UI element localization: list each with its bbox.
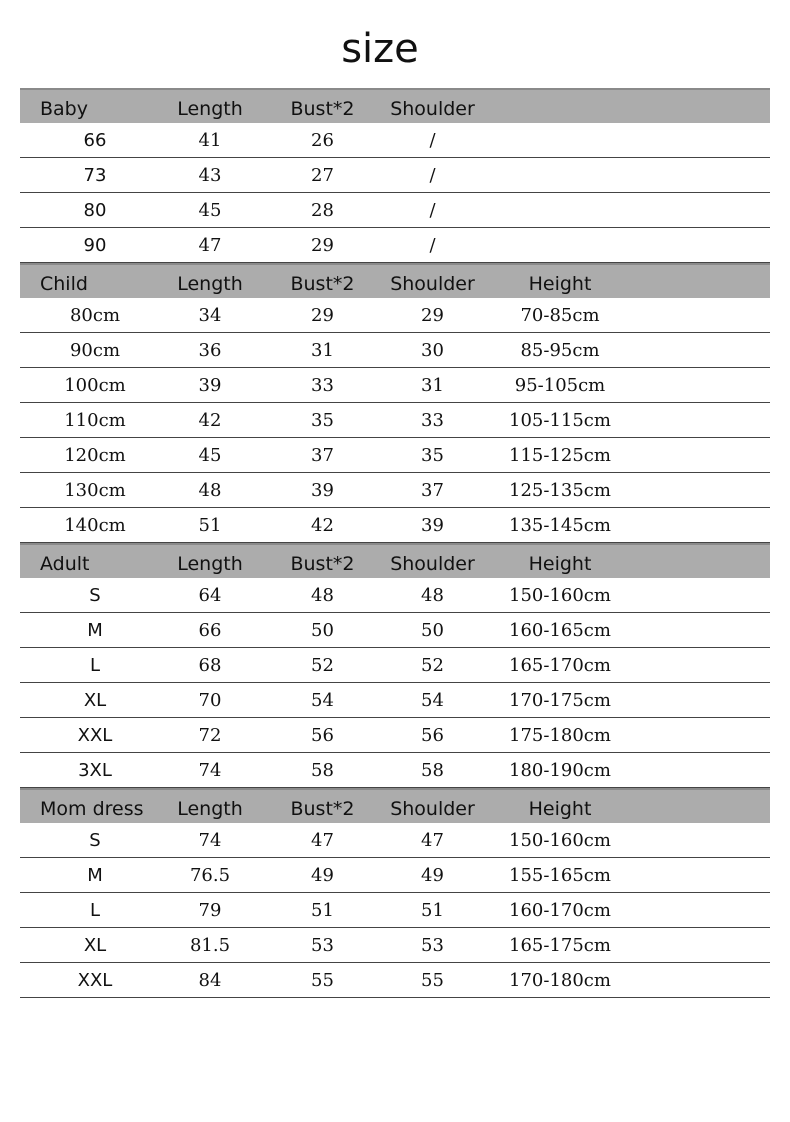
cell-height (500, 228, 620, 262)
header-height: Height (528, 552, 592, 575)
table-row (20, 333, 770, 368)
cell-shoulder: 52 (421, 654, 444, 676)
cell-length: 41 (198, 129, 222, 151)
cell-size-label: M (87, 864, 103, 886)
cell-bust: 29 (311, 304, 334, 326)
table-row (20, 648, 770, 683)
cell-shoulder: / (429, 164, 436, 186)
header-bust: Bust*2 (290, 552, 355, 575)
cell-height: 70-85cm (520, 304, 600, 326)
cell-size-label: XXL (77, 724, 113, 746)
cell-height: 150-160cm (509, 584, 611, 606)
table-row (20, 613, 770, 648)
cell-shoulder: 30 (421, 339, 444, 361)
cell-shoulder: 37 (421, 479, 444, 501)
cell-length: 42 (198, 409, 222, 431)
cell-bust: 48 (311, 584, 334, 606)
section-header-mom-dress (20, 788, 770, 823)
cell-height: 160-165cm (509, 619, 611, 641)
cell-shoulder: 31 (421, 374, 444, 396)
cell-height: 85-95cm (520, 339, 600, 361)
cell-bust: 29 (311, 234, 334, 256)
cell-height: 170-180cm (509, 969, 611, 991)
cell-shoulder: 48 (421, 584, 444, 606)
cell-bust: 50 (311, 619, 334, 641)
cell-length: 74 (198, 759, 222, 781)
cell-length: 34 (198, 304, 222, 326)
cell-length: 45 (198, 444, 222, 466)
cell-shoulder: / (429, 234, 436, 256)
cell-shoulder: 54 (421, 689, 444, 711)
cell-size-label: 140cm (64, 514, 126, 536)
cell-size-label: 90 (83, 234, 107, 256)
table-row (20, 753, 770, 788)
cell-length: 79 (198, 899, 222, 921)
cell-bust: 55 (311, 969, 334, 991)
header-length: Length (177, 272, 243, 295)
cell-length: 81.5 (189, 934, 231, 956)
cell-size-label: 130cm (64, 479, 126, 501)
cell-shoulder: 56 (421, 724, 444, 746)
table-row (20, 193, 770, 228)
cell-bust: 49 (311, 864, 334, 886)
cell-shoulder: 47 (421, 829, 444, 851)
cell-size-label: S (89, 584, 101, 606)
cell-bust: 51 (311, 899, 334, 921)
table-row (20, 858, 770, 893)
cell-height: 165-175cm (509, 934, 611, 956)
cell-height: 115-125cm (509, 444, 611, 466)
header-shoulder: Shoulder (390, 797, 475, 820)
cell-size-label: M (87, 619, 103, 641)
header-shoulder: Shoulder (390, 97, 475, 120)
section-header-child (20, 263, 770, 298)
cell-height: 165-170cm (509, 654, 611, 676)
cell-size-label: XL (83, 689, 107, 711)
cell-height: 95-105cm (514, 374, 606, 396)
cell-length: 43 (198, 164, 222, 186)
table-row (20, 403, 770, 438)
header-size-label: Adult (40, 552, 90, 575)
cell-length: 70 (198, 689, 222, 711)
cell-bust: 37 (311, 444, 334, 466)
header-length: Length (177, 97, 243, 120)
header-bust: Bust*2 (290, 797, 355, 820)
table-row (20, 298, 770, 333)
cell-bust: 54 (311, 689, 334, 711)
section-header-baby (20, 88, 770, 123)
cell-size-label: L (89, 654, 101, 676)
cell-length: 48 (198, 479, 222, 501)
table-row (20, 683, 770, 718)
section-header-adult (20, 543, 770, 578)
cell-size-label: 90cm (69, 339, 121, 361)
cell-size-label: 120cm (64, 444, 126, 466)
cell-shoulder: 58 (421, 759, 444, 781)
table-row (20, 228, 770, 263)
header-size-label: Child (40, 272, 88, 295)
cell-height: 160-170cm (509, 899, 611, 921)
cell-length: 47 (198, 234, 222, 256)
table-row (20, 438, 770, 473)
header-size-label: Baby (40, 97, 88, 120)
cell-size-label: XXL (77, 969, 113, 991)
cell-height (500, 123, 620, 157)
cell-height: 170-175cm (509, 689, 611, 711)
table-row (20, 578, 770, 613)
table-row (20, 473, 770, 508)
cell-bust: 42 (311, 514, 334, 536)
cell-shoulder: 39 (421, 514, 444, 536)
table-row (20, 718, 770, 753)
header-bust: Bust*2 (290, 97, 355, 120)
cell-shoulder: 55 (421, 969, 444, 991)
cell-shoulder: 29 (421, 304, 444, 326)
cell-length: 68 (198, 654, 222, 676)
cell-height: 125-135cm (509, 479, 611, 501)
cell-size-label: 80cm (69, 304, 121, 326)
cell-bust: 47 (311, 829, 334, 851)
table-row (20, 963, 770, 998)
header-shoulder: Shoulder (390, 272, 475, 295)
cell-size-label: 100cm (64, 374, 126, 396)
header-size-label: Mom dress (40, 797, 144, 820)
cell-size-label: XL (83, 934, 107, 956)
header-length: Length (177, 552, 243, 575)
header-bust: Bust*2 (290, 272, 355, 295)
cell-size-label: 73 (83, 164, 107, 186)
header-height (500, 90, 620, 123)
cell-bust: 26 (311, 129, 334, 151)
cell-bust: 35 (311, 409, 334, 431)
cell-bust: 39 (311, 479, 334, 501)
cell-height (500, 193, 620, 227)
table-row (20, 123, 770, 158)
cell-length: 72 (198, 724, 222, 746)
table-row (20, 823, 770, 858)
cell-size-label: 110cm (64, 409, 126, 431)
cell-length: 74 (198, 829, 222, 851)
cell-length: 64 (198, 584, 222, 606)
cell-bust: 58 (311, 759, 334, 781)
cell-length: 66 (198, 619, 222, 641)
table-row (20, 928, 770, 963)
cell-bust: 53 (311, 934, 334, 956)
cell-height: 175-180cm (509, 724, 611, 746)
cell-height: 150-160cm (509, 829, 611, 851)
cell-shoulder: 51 (421, 899, 444, 921)
cell-length: 36 (198, 339, 222, 361)
cell-bust: 56 (311, 724, 334, 746)
page-title: size (341, 26, 419, 72)
cell-shoulder: 33 (421, 409, 444, 431)
cell-shoulder: 50 (421, 619, 444, 641)
cell-height: 155-165cm (509, 864, 611, 886)
cell-length: 84 (198, 969, 222, 991)
cell-size-label: 80 (83, 199, 107, 221)
cell-size-label: 3XL (78, 759, 112, 781)
cell-size-label: L (89, 899, 101, 921)
cell-length: 51 (198, 514, 222, 536)
cell-size-label: S (89, 829, 101, 851)
table-row (20, 508, 770, 543)
cell-shoulder: 53 (421, 934, 444, 956)
cell-shoulder: 35 (421, 444, 444, 466)
cell-length: 39 (198, 374, 222, 396)
cell-bust: 27 (311, 164, 334, 186)
header-height: Height (528, 797, 592, 820)
table-row (20, 368, 770, 403)
cell-length: 45 (198, 199, 222, 221)
table-row (20, 158, 770, 193)
cell-shoulder: 49 (421, 864, 444, 886)
cell-length: 76.5 (189, 864, 231, 886)
cell-shoulder: / (429, 199, 436, 221)
cell-height: 135-145cm (509, 514, 611, 536)
cell-bust: 33 (311, 374, 334, 396)
cell-height: 180-190cm (509, 759, 611, 781)
size-chart-table (20, 88, 770, 998)
header-length: Length (177, 797, 243, 820)
cell-height: 105-115cm (509, 409, 611, 431)
header-height: Height (528, 272, 592, 295)
cell-bust: 52 (311, 654, 334, 676)
cell-size-label: 66 (83, 129, 107, 151)
cell-bust: 28 (311, 199, 334, 221)
table-row (20, 893, 770, 928)
cell-bust: 31 (311, 339, 334, 361)
cell-height (500, 158, 620, 192)
header-shoulder: Shoulder (390, 552, 475, 575)
cell-shoulder: / (429, 129, 436, 151)
